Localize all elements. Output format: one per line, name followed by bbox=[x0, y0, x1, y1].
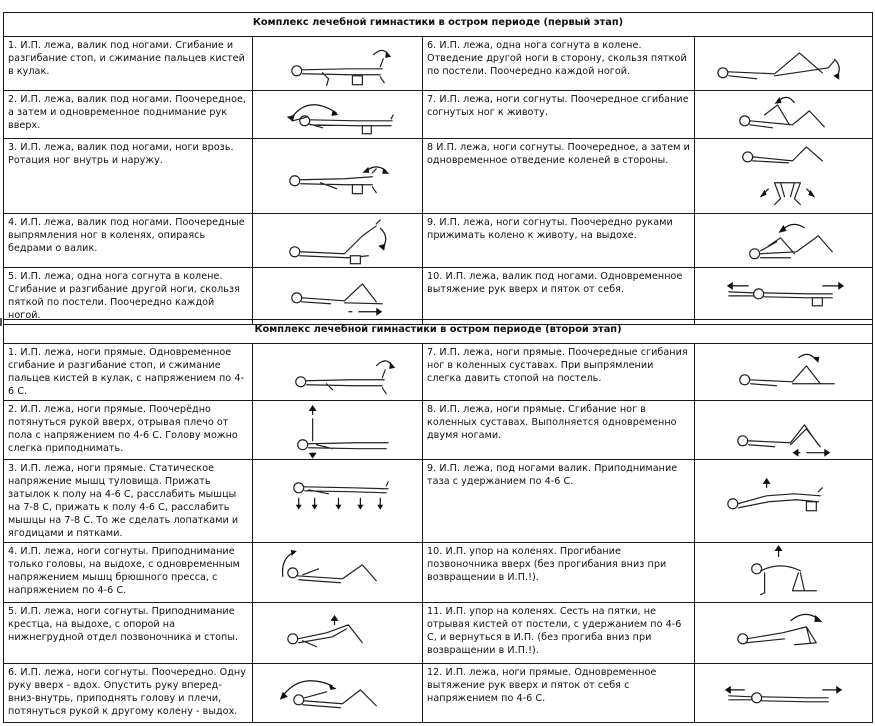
exercise-text: 8. И.П. лежа, ноги прямые. Сгибание ног в коленных суставах. Выполняется одновременно двумя ногами. bbox=[423, 401, 695, 460]
exercise-text: 9. И.П. лежа, ноги согнуты. Поочередно руками прижимать колено к животу, на выдохе. bbox=[423, 214, 695, 268]
stage2-header-row bbox=[4, 320, 873, 344]
exercise-text: 2. И.П. лежа, ноги прямые. Поочерёдно потянуться рукой вверх, отрывая плечо от пола с напряжением по 4-6 С. Голову можно слегка приподнимать. bbox=[4, 401, 253, 460]
exercise-text: 3. И.П. лежа, валик под ногами, ноги врозь. Ротация ног внутрь и наружу. bbox=[4, 139, 253, 214]
lying-feet-flex-figure-icon bbox=[253, 344, 423, 401]
exercise-text: 10. И.П. упор на коленях. Прогибание позвоночника вверх (без прогибания вниз при возвращении в И.П.!). bbox=[423, 542, 695, 603]
lying-cross-reach-figure-icon bbox=[253, 663, 423, 722]
exercise-text: 9. И.П. лежа, под ногами валик. Приподнимание таза с удержанием по 4-6 С. bbox=[423, 459, 695, 542]
exercise-text: 8 И.П. лежа, ноги согнуты. Поочередное, а затем и одновременное отведение коленей в стороны. bbox=[423, 139, 695, 214]
lying-arm-reach-figure-icon bbox=[253, 401, 423, 460]
lying-static-press-figure-icon bbox=[253, 459, 423, 542]
exercise-text: 4. И.П. лежа, ноги согнуты. Приподнимание только головы, на выдохе, с одновременным напряжением мышц брюшного пресса, с напряжением по 4-6 С. bbox=[4, 542, 253, 603]
table-row bbox=[4, 603, 873, 664]
table-row bbox=[4, 90, 873, 139]
stage1-title: Комплекс лечебной гимнастики в остром периоде (первый этап) bbox=[4, 13, 873, 37]
stage1-table bbox=[3, 12, 873, 325]
table-row bbox=[4, 139, 873, 214]
exercise-text: 3. И.П. лежа, ноги прямые. Статическое напряжение мышц туловища. Прижать затылок к полу на 4-6 С, расслабить мышцы на 7-8 С, прижать к полу 4-6 С, расслабить мышцы на 7-8 С. То же сделать лопатками и ягодицами и пятками. bbox=[4, 459, 253, 542]
exercise-text: 1. И.П. лежа, ноги прямые. Одновременное сгибание и разгибание стоп, и сжимание пальцев кистей в кулак, с напряжением по 4-6 С. bbox=[4, 344, 253, 401]
table-row bbox=[4, 663, 873, 722]
exercise-text: 1. И.П. лежа, валик под ногами. Сгибание и разгибание стоп, и сжимание пальцев кистей в кулак. bbox=[4, 37, 253, 91]
lying-knee-extension-figure-icon bbox=[253, 214, 423, 268]
edge-mark bbox=[0, 318, 2, 326]
lying-full-stretch-figure-icon bbox=[695, 663, 873, 722]
exercise-text: 7. И.П. лежа, ноги согнуты. Поочередное сгибание согнутых ног к животу. bbox=[423, 90, 695, 139]
exercise-text: 4. И.П. лежа, валик под ногами. Поочередные выпрямления ног в коленях, опираясь бедрами о валик. bbox=[4, 214, 253, 268]
lying-both-knees-bend-figure-icon bbox=[695, 401, 873, 460]
lying-full-stretch-figure-icon bbox=[695, 267, 873, 324]
exercise-text: 12. И.П. лежа, ноги прямые. Одновременное вытяжение рук вверх и пяток от себя с напряжением по 4-6 С. bbox=[423, 663, 695, 722]
table-row bbox=[4, 214, 873, 268]
lying-knees-apart-figure-icon bbox=[695, 139, 873, 214]
lying-arms-raise-figure-icon bbox=[253, 90, 423, 139]
kneeling-sit-back-figure-icon bbox=[695, 603, 873, 664]
lying-knee-bend-figure-icon bbox=[695, 344, 873, 401]
stage2-table bbox=[3, 319, 873, 723]
stage2-title: Комплекс лечебной гимнастики в остром периоде (второй этап) bbox=[4, 320, 873, 344]
exercise-text: 10. И.П. лежа, валик под ногами. Одновременное вытяжение рук вверх и пяток от себя. bbox=[423, 267, 695, 324]
lying-leg-rotation-figure-icon bbox=[253, 139, 423, 214]
table-row bbox=[4, 267, 873, 324]
exercise-text: 7. И.П. лежа, ноги прямые. Поочередные сгибания ног в коленных суставах. При выпрямлении слегка давить стопой на постель. bbox=[423, 344, 695, 401]
lying-sacrum-lift-figure-icon bbox=[253, 603, 423, 664]
exercise-text: 6. И.П. лежа, одна нога согнута в колене. Отведение другой ноги в сторону, скользя пяткой по постели. Поочередно каждой ногой. bbox=[423, 37, 695, 91]
lying-hug-knee-figure-icon bbox=[695, 214, 873, 268]
lying-heel-slide-figure-icon bbox=[253, 267, 423, 324]
lying-leg-abduction-figure-icon bbox=[695, 37, 873, 91]
table-row bbox=[4, 542, 873, 603]
table-row bbox=[4, 37, 873, 91]
lying-head-lift-figure-icon bbox=[253, 542, 423, 603]
table-row bbox=[4, 459, 873, 542]
stage1-header-row bbox=[4, 13, 873, 37]
exercise-text: 2. И.П. лежа, валик под ногами. Поочередное, а затем и одновременное поднимание рук вверх. bbox=[4, 90, 253, 139]
exercise-text: 6. И.П. лежа, ноги согнуты. Поочередно. Одну руку вверх - вдох. Опустить руку вперед-вниз-внутрь, приподнять голову и плечи, потянуться рукой к другому колену - выдох. bbox=[4, 663, 253, 722]
lying-pelvis-lift-figure-icon bbox=[695, 459, 873, 542]
table-row bbox=[4, 401, 873, 460]
kneeling-back-arch-figure-icon bbox=[695, 542, 873, 603]
exercise-text: 5. И.П. лежа, ноги согнуты. Приподнимание крестца, на выдохе, с опорой на нижнегрудной отдел позвоночника и стопы. bbox=[4, 603, 253, 664]
lying-feet-flex-figure-icon bbox=[253, 37, 423, 91]
exercise-text: 11. И.П. упор на коленях. Сесть на пятки, не отрывая кистей от постели, с удержанием по 4-6 С, и вернуться в И.П. (без прогиба вниз при возвращении в И.П.!). bbox=[423, 603, 695, 664]
lying-knee-to-chest-figure-icon bbox=[695, 90, 873, 139]
table-row bbox=[4, 344, 873, 401]
exercise-text: 5. И.П. лежа, одна нога согнута в колене. Сгибание и разгибание другой ноги, скользя пяткой по постели. Поочередно каждой ногой. bbox=[4, 267, 253, 324]
